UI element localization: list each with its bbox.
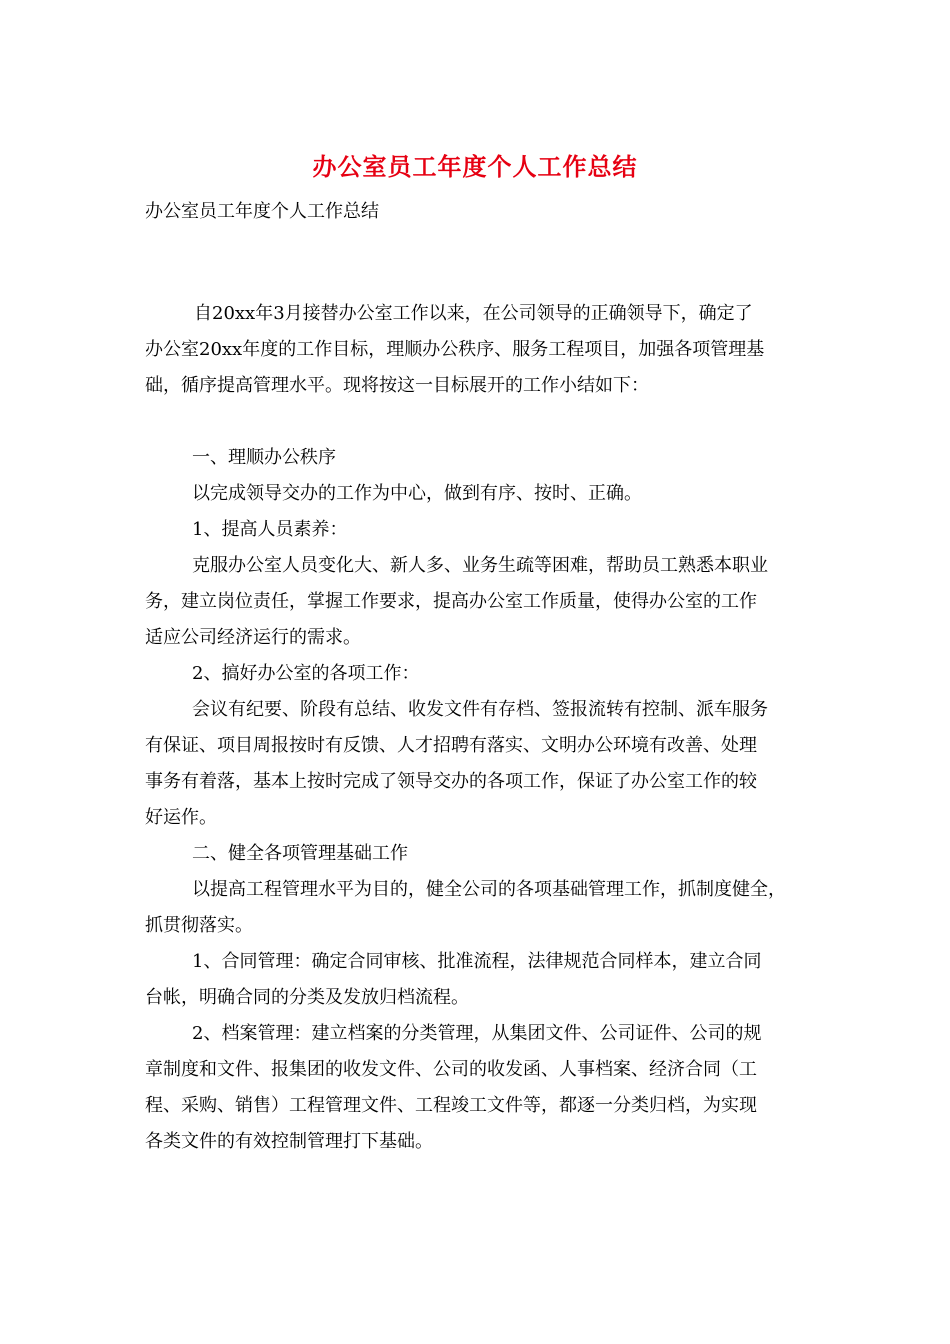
paragraph-line: 克服办公室人员变化大、新人多、业务生疏等困难，帮助员工熟悉本职业 xyxy=(192,555,768,576)
intro-line: 础，循序提高管理水平。现将按这一目标展开的工作小结如下： xyxy=(145,375,649,396)
intro-line: 自20xx年3月接替办公室工作以来，在公司领导的正确领导下，确定了 xyxy=(194,303,753,324)
document-title: 办公室员工年度个人工作总结 xyxy=(312,152,638,181)
paragraph-line: 以完成领导交办的工作为中心，做到有序、按时、正确。 xyxy=(192,483,642,504)
paragraph-line: 2、档案管理：建立档案的分类管理，从集团文件、公司证件、公司的规 xyxy=(192,1023,762,1044)
paragraph-line: 各类文件的有效控制管理打下基础。 xyxy=(145,1131,433,1152)
paragraph-line: 有保证、项目周报按时有反馈、人才招聘有落实、文明办公环境有改善、处理 xyxy=(145,735,757,756)
paragraph-line: 好运作。 xyxy=(145,807,217,828)
subsection-heading: 1、提高人员素养： xyxy=(192,519,348,540)
section-heading: 二、健全各项管理基础工作 xyxy=(192,843,408,864)
paragraph-line: 台帐，明确合同的分类及发放归档流程。 xyxy=(145,987,469,1008)
document-subtitle: 办公室员工年度个人工作总结 xyxy=(145,201,379,222)
paragraph-line: 1、合同管理：确定合同审核、批准流程，法律规范合同样本，建立合同 xyxy=(192,951,762,972)
paragraph-line: 务，建立岗位责任，掌握工作要求，提高办公室工作质量，使得办公室的工作 xyxy=(145,591,757,612)
paragraph-line: 会议有纪要、阶段有总结、收发文件有存档、签报流转有控制、派车服务 xyxy=(192,699,768,720)
subsection-heading: 2、搞好办公室的各项工作： xyxy=(192,663,420,684)
paragraph-line: 事务有着落，基本上按时完成了领导交办的各项工作，保证了办公室工作的较 xyxy=(145,771,757,792)
paragraph-line: 以提高工程管理水平为目的，健全公司的各项基础管理工作，抓制度健全， xyxy=(192,879,786,900)
section-heading: 一、理顺办公秩序 xyxy=(192,447,336,468)
paragraph-line: 抓贯彻落实。 xyxy=(145,915,253,936)
intro-paragraph xyxy=(145,296,810,404)
paragraph-line: 程、采购、销售）工程管理文件、工程竣工文件等，都逐一分类归档，为实现 xyxy=(145,1095,757,1116)
paragraph-line: 适应公司经济运行的需求。 xyxy=(145,627,361,648)
intro-line: 办公室20xx年度的工作目标，理顺办公秩序、服务工程项目，加强各项管理基 xyxy=(145,339,765,360)
paragraph-line: 章制度和文件、报集团的收发文件、公司的收发函、人事档案、经济合同（工 xyxy=(145,1059,757,1080)
body-text xyxy=(145,440,810,1160)
